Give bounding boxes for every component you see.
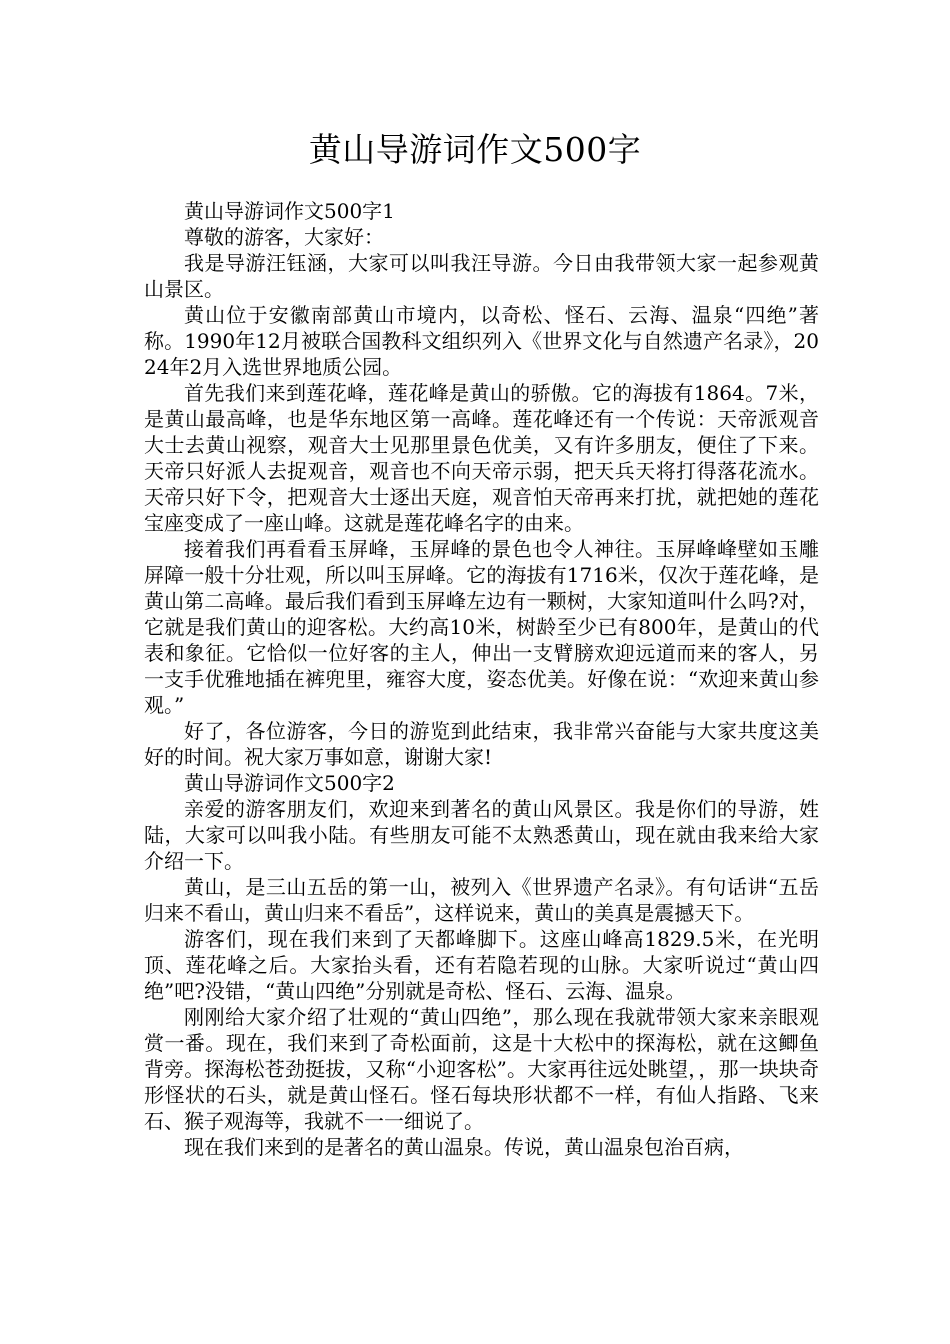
paragraph: 黄山导游词作文500字2 [184, 771, 395, 795]
paragraph: 黄山导游词作文500字1 [184, 199, 395, 223]
paragraph: 尊敬的游客，大家好： [184, 225, 384, 249]
document-body [144, 198, 819, 1160]
paragraph: 黄山，是三山五岳的第一山，被列入《世界遗产名录》。有句话讲“五岳归来不看山，黄山归来不看岳”，这样说来，黄山的美真是震撼天下。 [144, 875, 819, 925]
paragraph: 游客们，现在我们来到了天都峰脚下。这座山峰高1829.5米，在光明顶、莲花峰之后。大家抬头看，还有若隐若现的山脉。大家听说过“黄山四绝”吧?没错，“黄山四绝”分别就是奇松、怪石、云海、温泉。 [144, 927, 819, 1003]
paragraph: 亲爱的游客朋友们，欢迎来到著名的黄山风景区。我是你们的导游，姓陆，大家可以叫我小陆。有些朋友可能不太熟悉黄山，现在就由我来给大家介绍一下。 [144, 797, 819, 873]
paragraph: 现在我们来到的是著名的黄山温泉。传说，黄山温泉包治百病， [184, 1135, 744, 1159]
paragraph: 首先我们来到莲花峰，莲花峰是黄山的骄傲。它的海拔有1864。7米，是黄山最高峰，也是华东地区第一高峰。莲花峰还有一个传说：天帝派观音大士去黄山视察，观音大士见那里景色优美，又有许多朋友，便住了下来。天帝只好派人去捉观音，观音也不向天帝示弱，把天兵天将打得落花流水。天帝只好下令，把观音大士逐出天庭，观音怕天帝再来打扰，就把她的莲花宝座变成了一座山峰。这就是莲花峰名字的由来。 [144, 381, 819, 535]
paragraph: 我是导游汪钰涵，大家可以叫我汪导游。今日由我带领大家一起参观黄山景区。 [144, 251, 819, 301]
document-title: 黄山导游词作文500字 [308, 130, 642, 169]
paragraph: 刚刚给大家介绍了壮观的“黄山四绝”，那么现在我就带领大家来亲眼观赏一番。现在，我们来到了奇松面前，这是十大松中的探海松，就在这鲫鱼背旁。探海松苍劲挺拔，又称“小迎客松”。大家再往远处眺望，，那一块块奇形怪状的石头，就是黄山怪石。怪石每块形状都不一样，有仙人指路、飞来石、猴子观海等，我就不一一细说了。 [144, 1005, 819, 1133]
paragraph: 黄山位于安徽南部黄山市境内，以奇松、怪石、云海、温泉“四绝”著称。1990年12月被联合国教科文组织列入《世界文化与自然遗产名录》，2024年2月入选世界地质公园。 [144, 303, 819, 379]
paragraph: 接着我们再看看玉屏峰，玉屏峰的景色也令人神往。玉屏峰峰壁如玉雕屏障一般十分壮观，所以叫玉屏峰。它的海拔有1716米，仅次于莲花峰，是黄山第二高峰。最后我们看到玉屏峰左边有一颗树，大家知道叫什么吗?对，它就是我们黄山的迎客松。大约高10米，树龄至少已有800年，是黄山的代表和象征。它恰似一位好客的主人，伸出一支臂膀欢迎远道而来的客人，另一支手优雅地插在裤兜里，雍容大度，姿态优美。好像在说：“欢迎来黄山参观。” [144, 537, 819, 717]
paragraph: 好了，各位游客，今日的游览到此结束，我非常兴奋能与大家共度这美好的时间。祝大家万事如意，谢谢大家! [144, 719, 819, 769]
